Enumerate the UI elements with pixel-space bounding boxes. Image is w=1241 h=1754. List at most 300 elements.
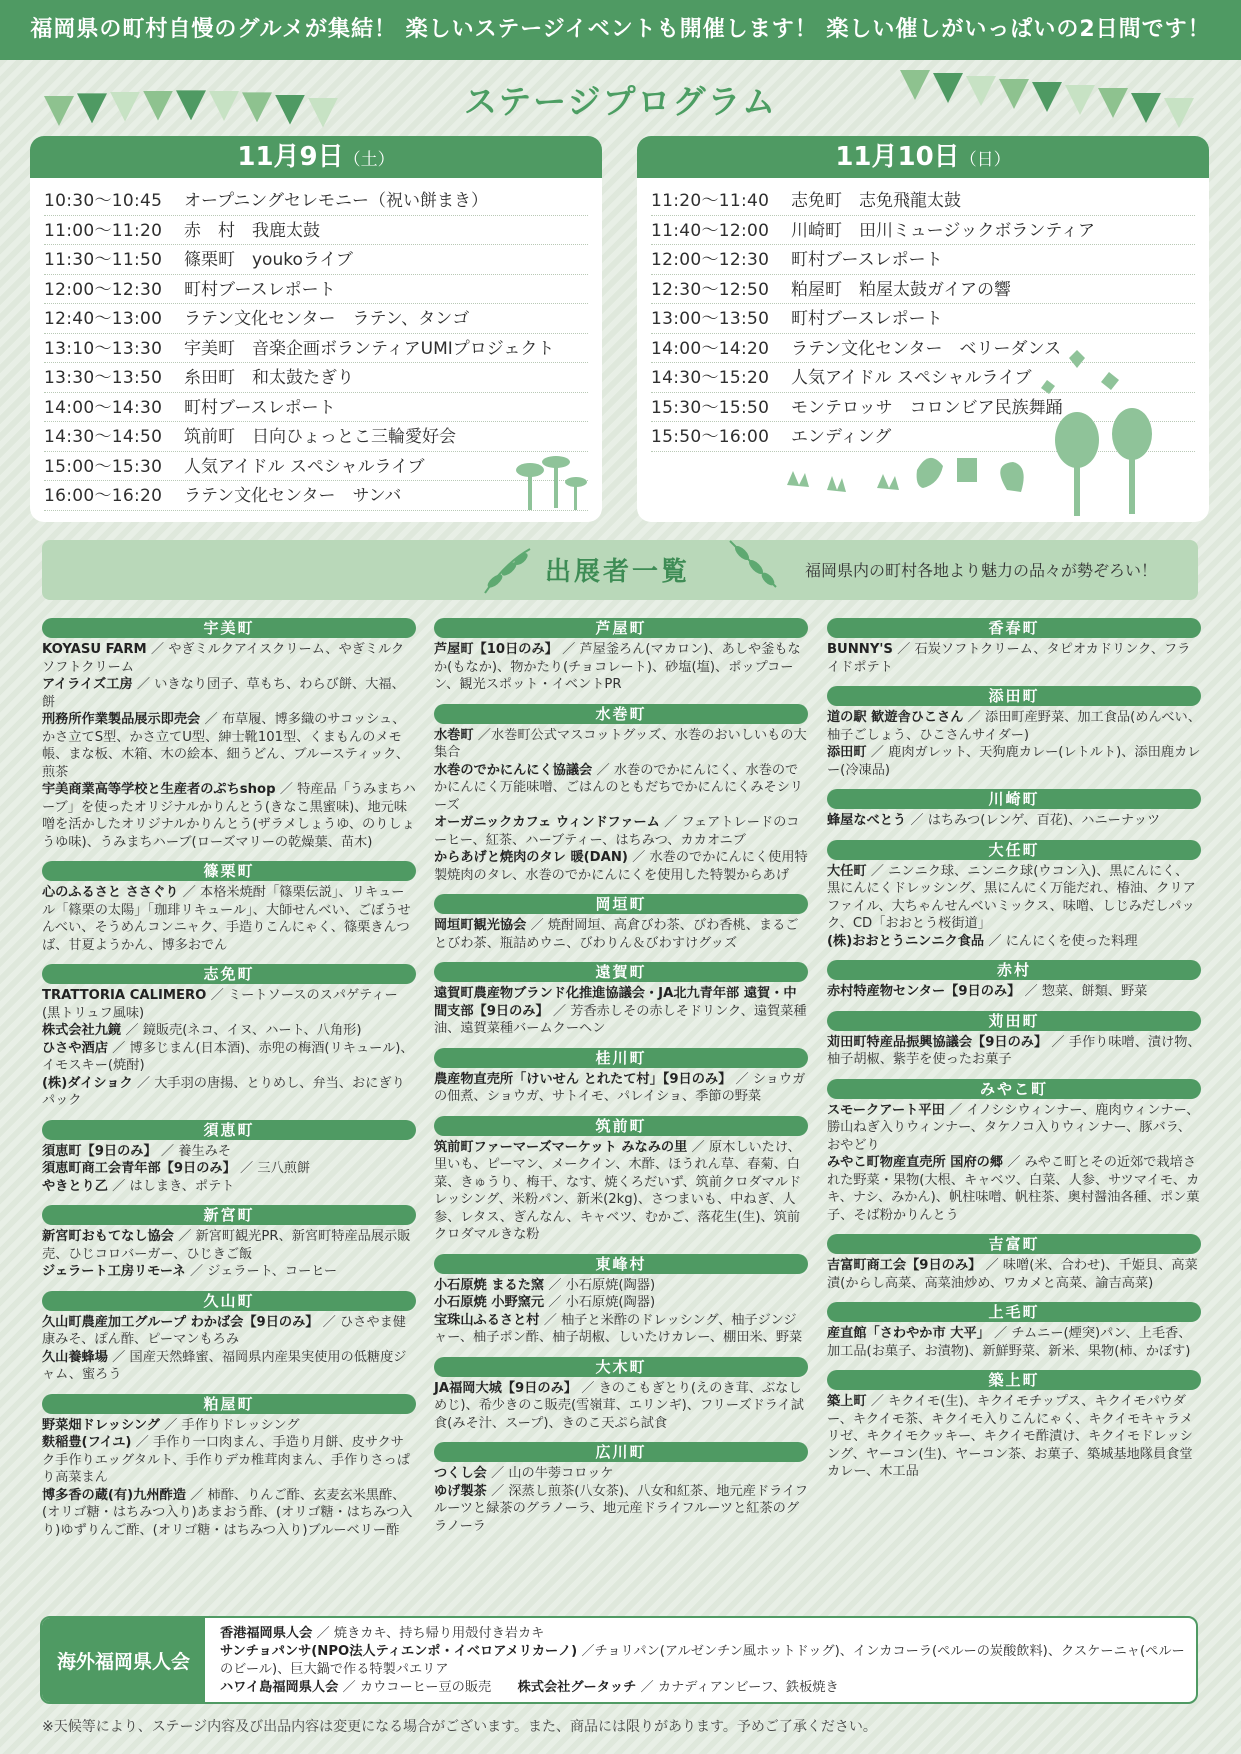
schedule-event: ラテン文化センター サンバ xyxy=(184,486,402,506)
town-entries xyxy=(42,987,416,1110)
town-section xyxy=(42,964,416,1110)
exhibitor-entry xyxy=(827,1154,1201,1224)
town-entries xyxy=(42,884,416,954)
exhibitor-entry xyxy=(42,1263,416,1281)
town-entries xyxy=(827,1102,1201,1225)
exhibitor-entry xyxy=(827,709,1201,744)
schedule-time: 13:30～13:50 xyxy=(44,368,163,388)
schedule-row xyxy=(44,422,588,452)
exhibitor-products: ／ ひさやま健康みそ、ぽん酢、ピーマンもろみ xyxy=(42,1314,406,1347)
town-section xyxy=(827,1011,1201,1069)
town-header: みやこ町 xyxy=(827,1079,1201,1099)
exhibitor-entry xyxy=(827,1257,1201,1292)
town-header: 水巻町 xyxy=(434,704,808,724)
exhibitor-name: オーガニックカフェ ウィンドファーム xyxy=(434,815,660,830)
exhibitor-name: 水巻のでかにんにく協議会 xyxy=(434,762,593,778)
schedule-row xyxy=(44,452,588,482)
exhibitor-entry xyxy=(434,1294,808,1312)
exhibitor-entry xyxy=(827,863,1201,933)
town-entries xyxy=(827,812,1201,830)
town-section xyxy=(434,894,808,952)
exhibitor-name: 麩稲豊(フイユ) xyxy=(42,1435,132,1450)
town-entries xyxy=(434,985,808,1038)
schedule-event: ラテン文化センター ベリーダンス xyxy=(791,338,1062,359)
town-entries xyxy=(42,1143,416,1196)
schedule-event: ラテン文化センター ラテン、タンゴ xyxy=(184,309,470,329)
town-entries xyxy=(434,727,808,885)
town-header: 新宮町 xyxy=(42,1205,416,1225)
exhibitor-name: 岡垣町観光協会 xyxy=(434,918,527,933)
exhibitor-entry xyxy=(827,933,1201,951)
overseas-products: ／ カナディアンビーフ、鉄板焼き xyxy=(640,1680,839,1695)
schedule-event: エンディング xyxy=(791,427,892,447)
town-entries xyxy=(434,1380,808,1433)
town-entries xyxy=(827,1034,1201,1069)
exhibitor-entry xyxy=(42,1075,416,1110)
town-header: 大木町 xyxy=(434,1357,808,1377)
overseas-line xyxy=(220,1679,1190,1697)
exhibitor-entry xyxy=(434,762,808,815)
town-entries xyxy=(827,709,1201,779)
town-header: 志免町 xyxy=(42,964,416,984)
town-entries xyxy=(42,641,416,851)
schedule-event: 町村ブースレポート xyxy=(791,250,943,270)
town-entries xyxy=(42,1314,416,1384)
town-header: 上毛町 xyxy=(827,1302,1201,1322)
exhibitor-products: ／ キクイモ(生)、キクイモチップス、キクイモパウダー、キクイモ茶、キクイモ入りこんにゃく、キクイモキャラメリゼ、キクイモクッキー、キクイモ酢漬け、キクイモドレッシング、ヤーコン(生)、ヤーコン茶、お菓子、築城基地隊員食堂カレー、木工品 xyxy=(827,1394,1193,1479)
exhibitor-name: ジェラート工房リモーネ xyxy=(42,1264,186,1279)
exhibitor-products: ／ 国産天然蜂蜜、福岡県内産果実使用の低糖度ジャム、蜜ろう xyxy=(42,1349,407,1382)
town-section xyxy=(434,1116,808,1244)
town-entries xyxy=(434,1071,808,1106)
exhibitor-entry xyxy=(434,641,808,694)
exhibitor-name: みやこ町物産直売所 国府の郷 xyxy=(827,1155,1004,1170)
exhibitor-products: ／ 手作りドレッシング xyxy=(164,1417,300,1433)
schedule-time: 12:00～12:30 xyxy=(651,250,770,270)
exhibitor-products: ／ きのこもぎとり(えのき茸、ぶなしめじ)、希少きのこ販売(雪嶺茸、エリンギ)、フリーズドライ試食(みそ汁、スープ)、きのこ天ぷら試食 xyxy=(434,1380,804,1431)
exhibitor-name: 農産物直売所「けいせん とれたて村」【9日のみ】 xyxy=(434,1071,732,1087)
exhibitor-entry xyxy=(42,1160,416,1178)
town-header: 筑前町 xyxy=(434,1116,808,1136)
exhibitor-entry xyxy=(42,1228,416,1263)
town-header: 苅田町 xyxy=(827,1011,1201,1031)
exhibitor-entry xyxy=(42,884,416,954)
exhibitor-entry xyxy=(827,1393,1201,1481)
exhibitor-products: ／ フェアトレードのコーヒー、紅茶、ハーブティー、はちみつ、カカオニブ xyxy=(434,815,800,848)
town-section xyxy=(434,1357,808,1433)
exhibitor-name: 添田町 xyxy=(827,745,867,760)
town-header: 川崎町 xyxy=(827,789,1201,809)
exhibitor-products: ／ 石炭ソフトクリーム、タピオカドリンク、フライドポテト xyxy=(827,642,1191,675)
exhibitor-products: ／ 惣菜、餅類、野菜 xyxy=(1024,984,1148,999)
schedule-time: 14:00～14:30 xyxy=(44,397,163,418)
exhibitor-entry xyxy=(42,1022,416,1040)
town-header: 吉富町 xyxy=(827,1234,1201,1254)
exhibitor-name: 心のふるさと ささぐり xyxy=(42,885,179,900)
exhibitor-name: 久山養蜂場 xyxy=(42,1349,108,1365)
town-entries xyxy=(434,1277,808,1347)
schedule-time: 14:30～14:50 xyxy=(44,427,163,447)
exhibitor-entry xyxy=(42,1040,416,1075)
exhibitor-entry xyxy=(434,1277,808,1295)
town-header: 篠栗町 xyxy=(42,861,416,881)
exhibitor-products: ／ 芦屋釜ろん(マカロン)、あしや釜もなか(もなか)、物かたり(チョコレート)、砂塩(塩)、ポップコーン、観光スポット・イベントPR xyxy=(434,642,801,692)
exhibitor-products: ／ ショウガの佃煮、ショウガ、サトイモ、パレイショ、季節の野菜 xyxy=(434,1071,806,1104)
schedule-event: 人気アイドル スペシャルライブ xyxy=(184,456,425,477)
exhibitor-products: ／ 深蒸し煎茶(八女茶)、八女和紅茶、地元産ドライフルーツと緑茶のグラノーラ、地元産ドライフルーツと紅茶のグラノーラ xyxy=(434,1483,808,1534)
exhibitor-entry xyxy=(827,1102,1201,1155)
schedule-time: 16:00～16:20 xyxy=(44,486,163,506)
day2-weekday: （日） xyxy=(959,150,1011,170)
town-section xyxy=(827,840,1201,951)
exhibitor-name: 博多香の蔵(有)九州酢造 xyxy=(42,1487,186,1503)
town-header: 築上町 xyxy=(827,1370,1201,1390)
exhibitor-products: ／ 柚子と米酢のドレッシング、柚子ジンジャー、柚子ポン酢、柚子胡椒、しいたけカレー、棚田米、野菜 xyxy=(434,1312,803,1345)
exhibitor-entry xyxy=(42,781,416,851)
exhibitor-products: ／ 新宮町観光PR、新宮町特産品展示販売、ひじコロバーガー、ひじきご飯 xyxy=(42,1229,411,1262)
town-header: 宇美町 xyxy=(42,618,416,638)
overseas-products: ／チョリパン(アルゼンチン風ホットドッグ)、インカコーラ(ペルーの炭酸飲料)、クスケーニャ(ペルーのビール)、巨大鍋で作る特製パエリア xyxy=(220,1644,1185,1677)
day2-header xyxy=(637,136,1209,178)
exhibitor-name: 産直館「さわやか市 大平」 xyxy=(827,1326,990,1341)
exhibitor-products: ／ やぎミルクアイスクリーム、やぎミルクソフトクリーム xyxy=(42,642,405,675)
exhibitor-entry xyxy=(827,1325,1201,1360)
exhibitor-entry xyxy=(827,812,1201,830)
town-entries xyxy=(827,1257,1201,1292)
town-section xyxy=(827,686,1201,779)
exhibitor-entry xyxy=(434,727,808,762)
exhibitor-products: ／ 三八煎餅 xyxy=(240,1161,311,1176)
town-entries xyxy=(434,917,808,952)
exhibitor-products: ／ 鏡販売(ネコ、イヌ、ハート、八角形) xyxy=(125,1023,362,1038)
exhibitor-list-title: 出展者一覧 xyxy=(545,557,691,587)
exhibitor-products: ／ 鹿肉ガレット、天狗鹿カレー(レトルト)、添田鹿カレー(冷凍品) xyxy=(827,745,1201,778)
exhibitor-name: BUNNY'S xyxy=(827,642,893,657)
exhibitor-products: ／ 手作り一口肉まん、手造り月餅、皮サクサク手作りエッグタルト、手作りデカ椎茸肉まん、手作りさっぱり高菜まん xyxy=(42,1435,411,1485)
exhibitor-products: ／ にんにくを使った料理 xyxy=(988,933,1138,949)
exhibitor-entry xyxy=(434,985,808,1038)
schedule-event: 篠栗町 youkoライブ xyxy=(184,250,353,270)
schedule-time: 15:50～16:00 xyxy=(651,427,770,447)
schedule-time: 13:10～13:30 xyxy=(44,338,163,359)
exhibitor-name: ゆげ製茶 xyxy=(434,1483,487,1499)
town-section xyxy=(42,1394,416,1540)
exhibitor-name: 須恵町【9日のみ】 xyxy=(42,1143,157,1159)
schedule-row xyxy=(44,363,588,393)
exhibitor-name: 久山町農産加工グループ わかば会【9日のみ】 xyxy=(42,1314,319,1330)
town-entries xyxy=(827,983,1201,1001)
overseas-section xyxy=(40,1616,1198,1704)
schedule-row xyxy=(651,186,1195,216)
exhibitor-products: ／ 山の牛蒡コロッケ xyxy=(490,1466,614,1481)
town-header: 広川町 xyxy=(434,1442,808,1462)
town-header: 粕屋町 xyxy=(42,1394,416,1414)
schedule-event: 粕屋町 粕屋太鼓ガイアの響 xyxy=(791,279,1011,300)
exhibitor-name: 宇美商業高等学校と生産者のぷちshop xyxy=(42,782,276,797)
town-section xyxy=(827,789,1201,830)
leaf-icon xyxy=(475,543,535,599)
schedule-time: 13:00～13:50 xyxy=(651,309,770,329)
schedule-row xyxy=(44,393,588,423)
exhibitor-products: ／ いきなり団子、草もち、わらび餅、大福、餅 xyxy=(42,677,405,710)
exhibitor-entry xyxy=(42,1434,416,1487)
town-header: 大任町 xyxy=(827,840,1201,860)
exhibitor-entry xyxy=(434,1380,808,1433)
exhibitor-name: 小石原焼 まるた窯 xyxy=(434,1277,545,1293)
exhibitor-entry xyxy=(42,641,416,676)
exhibitor-entry xyxy=(827,1034,1201,1069)
exhibitor-name: JA福岡大城【9日のみ】 xyxy=(434,1380,577,1396)
exhibitor-products: ／ 原木しいたけ、里いも、ピーマン、メークイン、木酢、ほうれん草、春菊、白菜、きゅうり、梅干、なす、焼くろだいず、筑前クロダマルドレッシング、米粉パン、新米(2kg)、さつまいも、中ねぎ、人参、レタス、ぎんなん、キャベツ、むかご、落花生(生)、筑前クロダマルきな粉 xyxy=(434,1139,802,1242)
exhibitor-column-3 xyxy=(827,618,1201,1491)
town-section xyxy=(434,1442,808,1535)
exhibitor-entry xyxy=(434,814,808,849)
exhibitor-name: 大任町 xyxy=(827,863,867,879)
schedule-event: 筑前町 日向ひょっとこ三輪愛好会 xyxy=(184,427,456,447)
town-section xyxy=(827,1079,1201,1225)
day1-header xyxy=(30,136,602,178)
town-section xyxy=(434,962,808,1038)
exhibitor-name: 宝珠山ふるさと村 xyxy=(434,1312,540,1328)
exhibitor-products: ／ 養生みそ xyxy=(160,1143,232,1159)
schedule-event: オープニングセレモニー（祝い餅まき） xyxy=(184,191,488,211)
schedule-time: 11:00～11:20 xyxy=(44,220,163,241)
exhibitor-name: 筑前町ファーマーズマーケット みなみの里 xyxy=(434,1139,688,1155)
leaf-icon xyxy=(722,533,782,593)
exhibitor-name: 吉富町商工会【9日のみ】 xyxy=(827,1258,982,1273)
exhibitor-entry xyxy=(434,1071,808,1106)
exhibitor-name: ひさや酒店 xyxy=(42,1040,108,1056)
schedule-row xyxy=(651,245,1195,275)
overseas-org: 株式会社グータッチ xyxy=(517,1680,637,1695)
day2-date: 11月10日 xyxy=(835,142,960,172)
town-section xyxy=(827,960,1201,1001)
exhibitor-entry xyxy=(42,711,416,781)
town-header: 芦屋町 xyxy=(434,618,808,638)
exhibitor-name: 道の駅 歓遊舎ひこさん xyxy=(827,710,964,725)
town-section xyxy=(434,704,808,885)
schedule-row xyxy=(651,216,1195,246)
exhibitor-entry xyxy=(827,744,1201,779)
exhibitor-products: ／ ジェラート、コーヒー xyxy=(189,1264,338,1279)
exhibitor-products: ／ 特産品「うみまちハーブ」を使ったオリジナルかりんとう(きなこ黒蜜味)、地元味噌を活かしたオリジナルかりんとう(ザラメしょうゆ、のりしょうゆ味)、うみまちハーブ(ローズマリーの乾燥葉、苗木) xyxy=(42,782,416,850)
town-header: 赤村 xyxy=(827,960,1201,980)
exhibitor-products: ／ 大手羽の唐揚、とりめし、弁当、おにぎりパック xyxy=(42,1075,405,1108)
exhibitor-name: 蜂屋なべとう xyxy=(827,813,907,828)
exhibitor-name: KOYASU FARM xyxy=(42,642,147,657)
exhibitor-entry xyxy=(434,1465,808,1483)
town-header: 久山町 xyxy=(42,1291,416,1311)
town-header: 香春町 xyxy=(827,618,1201,638)
exhibitor-entry xyxy=(42,987,416,1022)
mushroom-icon xyxy=(510,456,590,516)
exhibitor-name: 小石原焼 小野窯元 xyxy=(434,1295,545,1310)
exhibitor-products: ／ 本格米焼酎「篠栗伝説」、リキュール「篠栗の太陽」「珈琲リキュール」、大師せんべい、ごぼうせんべい、そうめんコンニャク、手造りこんにゃく、篠栗きんつば、甘夏ようかん、博多おでん xyxy=(42,885,411,953)
schedule-row xyxy=(44,334,588,364)
town-entries xyxy=(827,1325,1201,1360)
schedule-time: 12:00～12:30 xyxy=(44,279,163,300)
town-section xyxy=(42,1205,416,1281)
exhibitor-name: 水巻町 xyxy=(434,727,474,743)
exhibitor-name: 野菜畑ドレッシング xyxy=(42,1417,160,1433)
town-header: 遠賀町 xyxy=(434,962,808,982)
town-header: 須恵町 xyxy=(42,1120,416,1140)
exhibitor-name: 遠賀町農産物ブランド化推進協議会・JA北九青年部 遠賀・中間支部【9日のみ】 xyxy=(434,986,797,1019)
top-banner: 福岡県の町村自慢のグルメが集結！ 楽しいステージイベントも開催します！ 楽しい催しがいっぱいの2日間です！ xyxy=(0,0,1241,60)
town-entries xyxy=(827,863,1201,951)
overseas-label: 海外福岡県人会 xyxy=(42,1618,205,1704)
exhibitor-products: ／水巻町公式マスコットグッズ、水巻のおいしいもの大集合 xyxy=(434,727,807,760)
schedule-row xyxy=(651,304,1195,334)
exhibitor-name: やきとり乙 xyxy=(42,1178,108,1194)
exhibitor-name: 刑務所作業製品展示即売会 xyxy=(42,712,201,727)
town-section xyxy=(42,618,416,851)
town-header: 桂川町 xyxy=(434,1048,808,1068)
town-section xyxy=(434,618,808,694)
schedule-time: 15:00～15:30 xyxy=(44,456,163,477)
overseas-org: ハワイ島福岡県人会 xyxy=(220,1680,339,1695)
exhibitor-products: ／ 水巻のでかにんにく、水巻のでかにんにく万能味噌、ごはんのともだちでかにんにくみそシリーズ xyxy=(434,762,804,813)
schedule-time: 14:30～15:20 xyxy=(651,368,770,388)
schedule-time: 11:30～11:50 xyxy=(44,250,163,270)
exhibitor-entry xyxy=(827,641,1201,676)
exhibitor-products: ／ 小石原焼(陶器) xyxy=(548,1277,656,1293)
exhibitor-products: ／ 添田町産野菜、加工食品(めんべい、柚子ごしょう、ひこさんサイダー) xyxy=(827,710,1201,743)
day1-date: 11月9日 xyxy=(237,142,344,172)
schedule-event: モンテロッサ コロンビア民族舞踊 xyxy=(791,397,1063,418)
exhibitor-products: ／ 布草履、博多織のサコッシュ、かさ立てS型、かさ立てU型、紳士靴101型、くまもんのメモ帳、まな板、木箱、木の絵本、細うどん、ブルースティック、煎茶 xyxy=(42,712,410,780)
schedule-event: 町村ブースレポート xyxy=(791,309,943,329)
exhibitor-name: (株)おおとうニンニク食品 xyxy=(827,933,985,949)
schedule-time: 11:20～11:40 xyxy=(651,191,770,211)
town-section xyxy=(42,861,416,954)
stage-program-title: ステージプログラム xyxy=(463,82,778,121)
exhibitor-name: 赤村特産物センター【9日のみ】 xyxy=(827,984,1021,999)
exhibitor-name: 苅田町特産品振興協議会【9日のみ】 xyxy=(827,1034,1048,1050)
exhibitor-entry xyxy=(434,1483,808,1536)
exhibitor-products: ／ はちみつ(レンゲ、百花)、ハニーナッツ xyxy=(910,813,1161,828)
exhibitor-name: 株式会社九鏡 xyxy=(42,1023,122,1038)
schedule-event: 人気アイドル スペシャルライブ xyxy=(791,368,1032,388)
exhibitor-name: 芦屋町【10日のみ】 xyxy=(434,642,558,657)
town-section xyxy=(434,1048,808,1106)
town-entries xyxy=(827,641,1201,676)
exhibitor-products: ／ チムニー(煙突)パン、上毛香、加工品(お菓子、お漬物)、新鮮野菜、新米、果物(柿、かぼす) xyxy=(827,1326,1192,1359)
exhibitor-entry xyxy=(827,983,1201,1001)
exhibitor-products: ／ ミートソースのスパゲティー(黒トリュフ風味) xyxy=(42,988,398,1021)
schedule-event: 川崎町 田川ミュージックボランティア xyxy=(791,220,1095,241)
schedule-event: 赤 村 我鹿太鼓 xyxy=(184,220,320,241)
exhibitor-name: (株)ダイショク xyxy=(42,1075,133,1091)
exhibitor-entry xyxy=(42,1417,416,1435)
overseas-entries xyxy=(220,1625,1190,1697)
exhibitor-products: ／ 味噌(米、合わせ)、千姫貝、高菜漬(からし高菜、高菜油炒め、ワカメと高菜、諭吉高菜) xyxy=(827,1258,1198,1291)
overseas-line xyxy=(220,1625,1190,1643)
exhibitor-products: ／ 芳香赤しその赤しそドリンク、遠賀菜種油、遠賀菜種バームクーヘン xyxy=(434,1003,807,1036)
town-entries xyxy=(42,1228,416,1281)
exhibitor-products: ／ 焼酎岡垣、高倉びわ茶、びわ香桃、まるごとびわ茶、瓶詰めウニ、びわりん＆びわすけグッズ xyxy=(434,918,799,951)
schedule-row xyxy=(44,304,588,334)
exhibitor-products: ／ 博多じまん(日本酒)、赤兜の梅酒(リキュール)、イモスキー(焼酎) xyxy=(42,1040,414,1073)
schedule-event: 志免町 志免飛龍太鼓 xyxy=(791,191,961,211)
town-entries xyxy=(434,641,808,694)
schedule-row xyxy=(44,186,588,216)
exhibitor-name: 須恵町商工会青年部【9日のみ】 xyxy=(42,1161,236,1176)
town-header: 岡垣町 xyxy=(434,894,808,914)
exhibitor-name: 新宮町おもてなし協会 xyxy=(42,1229,174,1244)
exhibitor-entry xyxy=(434,849,808,884)
forest-animals-icon xyxy=(717,350,1197,520)
exhibitor-entry xyxy=(434,917,808,952)
town-section xyxy=(827,618,1201,676)
exhibitor-name: スモークアート平田 xyxy=(827,1102,945,1118)
exhibitor-column-1 xyxy=(42,618,416,1549)
exhibitor-entry xyxy=(42,1487,416,1540)
town-entries xyxy=(434,1465,808,1535)
footnote: ※天候等により、ステージ内容及び出品内容は変更になる場合がございます。また、商品には限りがあります。予めご了承ください。 xyxy=(42,1719,877,1735)
exhibitor-name: つくし会 xyxy=(434,1466,487,1481)
town-entries xyxy=(434,1139,808,1244)
schedule-time: 14:00～14:20 xyxy=(651,338,770,359)
town-section xyxy=(42,1291,416,1384)
town-section xyxy=(827,1302,1201,1360)
town-entries xyxy=(827,1393,1201,1481)
schedule-time: 15:30～15:50 xyxy=(651,397,770,418)
exhibitor-products: ／ ニンニク球、ニンニク球(ウコン入)、黒にんにく、黒にんにくドレッシング、黒にんにく万能だれ、椿油、クリアファイル、大ちゃんせんべいミックス、味噌、しじみだしパック、CD「おおとう桜街道」 xyxy=(827,863,1196,931)
exhibitor-products: ／ みやこ町とその近郊で栽培された野菜・果物(大根、キャベツ、白菜、人参、サツマイモ、カキ、ナシ、みかん)、帆柱味噌、帆柱茶、奥村醤油各種、ポン菓子、そば粉かりんとう xyxy=(827,1155,1200,1223)
town-header: 東峰村 xyxy=(434,1254,808,1274)
town-section xyxy=(827,1370,1201,1481)
schedule-time: 10:30～10:45 xyxy=(44,191,163,211)
schedule-row xyxy=(44,275,588,305)
schedule-row xyxy=(44,481,588,511)
overseas-org: 香港福岡県人会 xyxy=(220,1626,313,1641)
exhibitor-products: ／ 柿酢、りんご酢、玄麦玄米黒酢、(オリゴ糖・はちみつ入り)あまおう酢、(オリゴ糖・はちみつ入り)ゆずりんご酢、(オリゴ糖・はちみつ入り)ブルーベリー酢 xyxy=(42,1487,413,1538)
schedule-row xyxy=(44,245,588,275)
day1-weekday: （土） xyxy=(343,150,395,170)
stage-day1-panel xyxy=(30,136,602,522)
exhibitor-name: TRATTORIA CALIMERO xyxy=(42,988,207,1003)
exhibitor-products: ／ 小石原焼(陶器) xyxy=(548,1295,656,1310)
exhibitor-products: ／ はしまき、ポテト xyxy=(112,1178,235,1194)
exhibitor-name: からあげと焼肉のタレ 暖(DAN) xyxy=(434,850,628,865)
exhibitor-subtitle: 福岡県内の町村各地より魅力の品々が勢ぞろい！ xyxy=(805,561,1158,580)
exhibitor-column-2 xyxy=(434,618,808,1545)
exhibitor-products: ／ イノシシウィンナー、鹿肉ウィンナー、勝山ねぎ入りウィンナー、タケノコ入りウィンナー、豚バラ、おやどり xyxy=(827,1102,1200,1153)
schedule-event: 町村ブースレポート xyxy=(184,279,336,300)
schedule-time: 12:40～13:00 xyxy=(44,309,163,329)
town-header: 添田町 xyxy=(827,686,1201,706)
schedule-row xyxy=(44,216,588,246)
schedule-event: 宇美町 音楽企画ボランティアUMIプロジェクト xyxy=(184,338,555,359)
exhibitor-products: ／ 水巻のでかにんにく使用特製焼肉のタレ、水巻のでかにんにくを使用した特製からあげ xyxy=(434,850,808,883)
exhibitor-entry xyxy=(42,1178,416,1196)
schedule-event: 糸田町 和太鼓たぎり xyxy=(184,368,354,388)
schedule-event: 町村ブースレポート xyxy=(184,397,336,418)
overseas-org: サンチョパンサ(NPO法人ティエンポ・イベロアメリカーノ) xyxy=(220,1644,578,1659)
town-entries xyxy=(42,1417,416,1540)
overseas-products: ／ カウコーヒー豆の販売 xyxy=(342,1680,492,1695)
town-section xyxy=(42,1120,416,1196)
schedule-row xyxy=(651,275,1195,305)
exhibitor-entry xyxy=(42,1349,416,1384)
exhibitor-name: アイライズ工房 xyxy=(42,677,133,692)
overseas-products: ／ 焼きカキ、持ち帰り用殻付き岩カキ xyxy=(316,1626,545,1641)
town-section xyxy=(434,1254,808,1347)
stage-day2-panel xyxy=(637,136,1209,522)
exhibitor-entry xyxy=(42,1143,416,1161)
town-section xyxy=(827,1234,1201,1292)
